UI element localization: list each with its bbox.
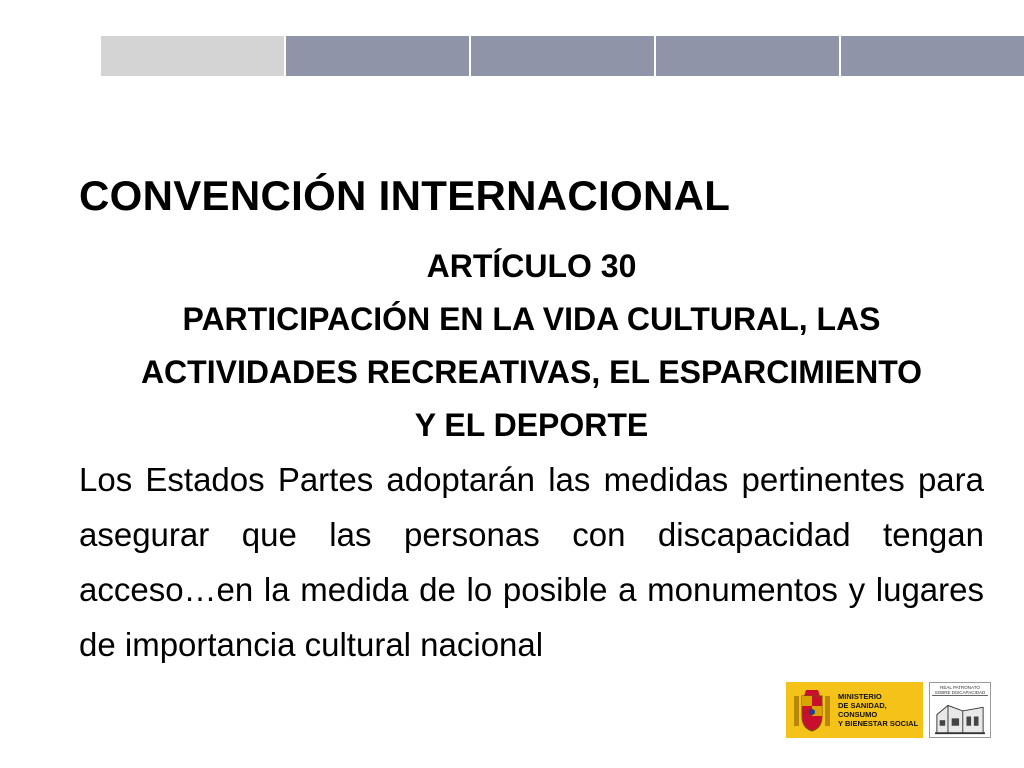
article-heading-line: PARTICIPACIÓN EN LA VIDA CULTURAL, LAS	[182, 301, 881, 337]
header-bar	[101, 36, 1024, 76]
coat-of-arms-icon	[792, 686, 832, 734]
header-bar-segment	[469, 36, 654, 76]
ministerio-text: MINISTERIO DE SANIDAD, CONSUMO Y BIENESTAR SOCIAL	[838, 692, 919, 728]
real-patronato-logo	[929, 682, 991, 738]
header-bar-segment	[101, 36, 284, 76]
article-body: Los Estados Partes adoptarán las medidas pertinentes para asegurar que las personas con discapacidad tengan acceso…en la medida de lo posible a monumentos y lugares de importancia cultural nacional	[79, 461, 984, 663]
article-heading-line: Y EL DEPORTE	[414, 407, 649, 443]
header-bar-segment	[839, 36, 1024, 76]
ministerio-logo	[786, 682, 923, 738]
article-heading	[79, 240, 984, 452]
slide-title: CONVENCIÓN INTERNACIONAL	[79, 172, 731, 219]
article-number: ARTÍCULO 30	[426, 248, 637, 284]
real-patronato-text: REAL PATRONATO SOBRE DISCAPACIDAD	[932, 685, 988, 696]
header-bar-segment	[654, 36, 839, 76]
header-bar-segment	[284, 36, 469, 76]
logos-footer	[786, 682, 991, 738]
article-heading-line: ACTIVIDADES RECREATIVAS, EL ESPARCIMIENTO	[140, 354, 923, 390]
building-icon	[933, 698, 987, 735]
